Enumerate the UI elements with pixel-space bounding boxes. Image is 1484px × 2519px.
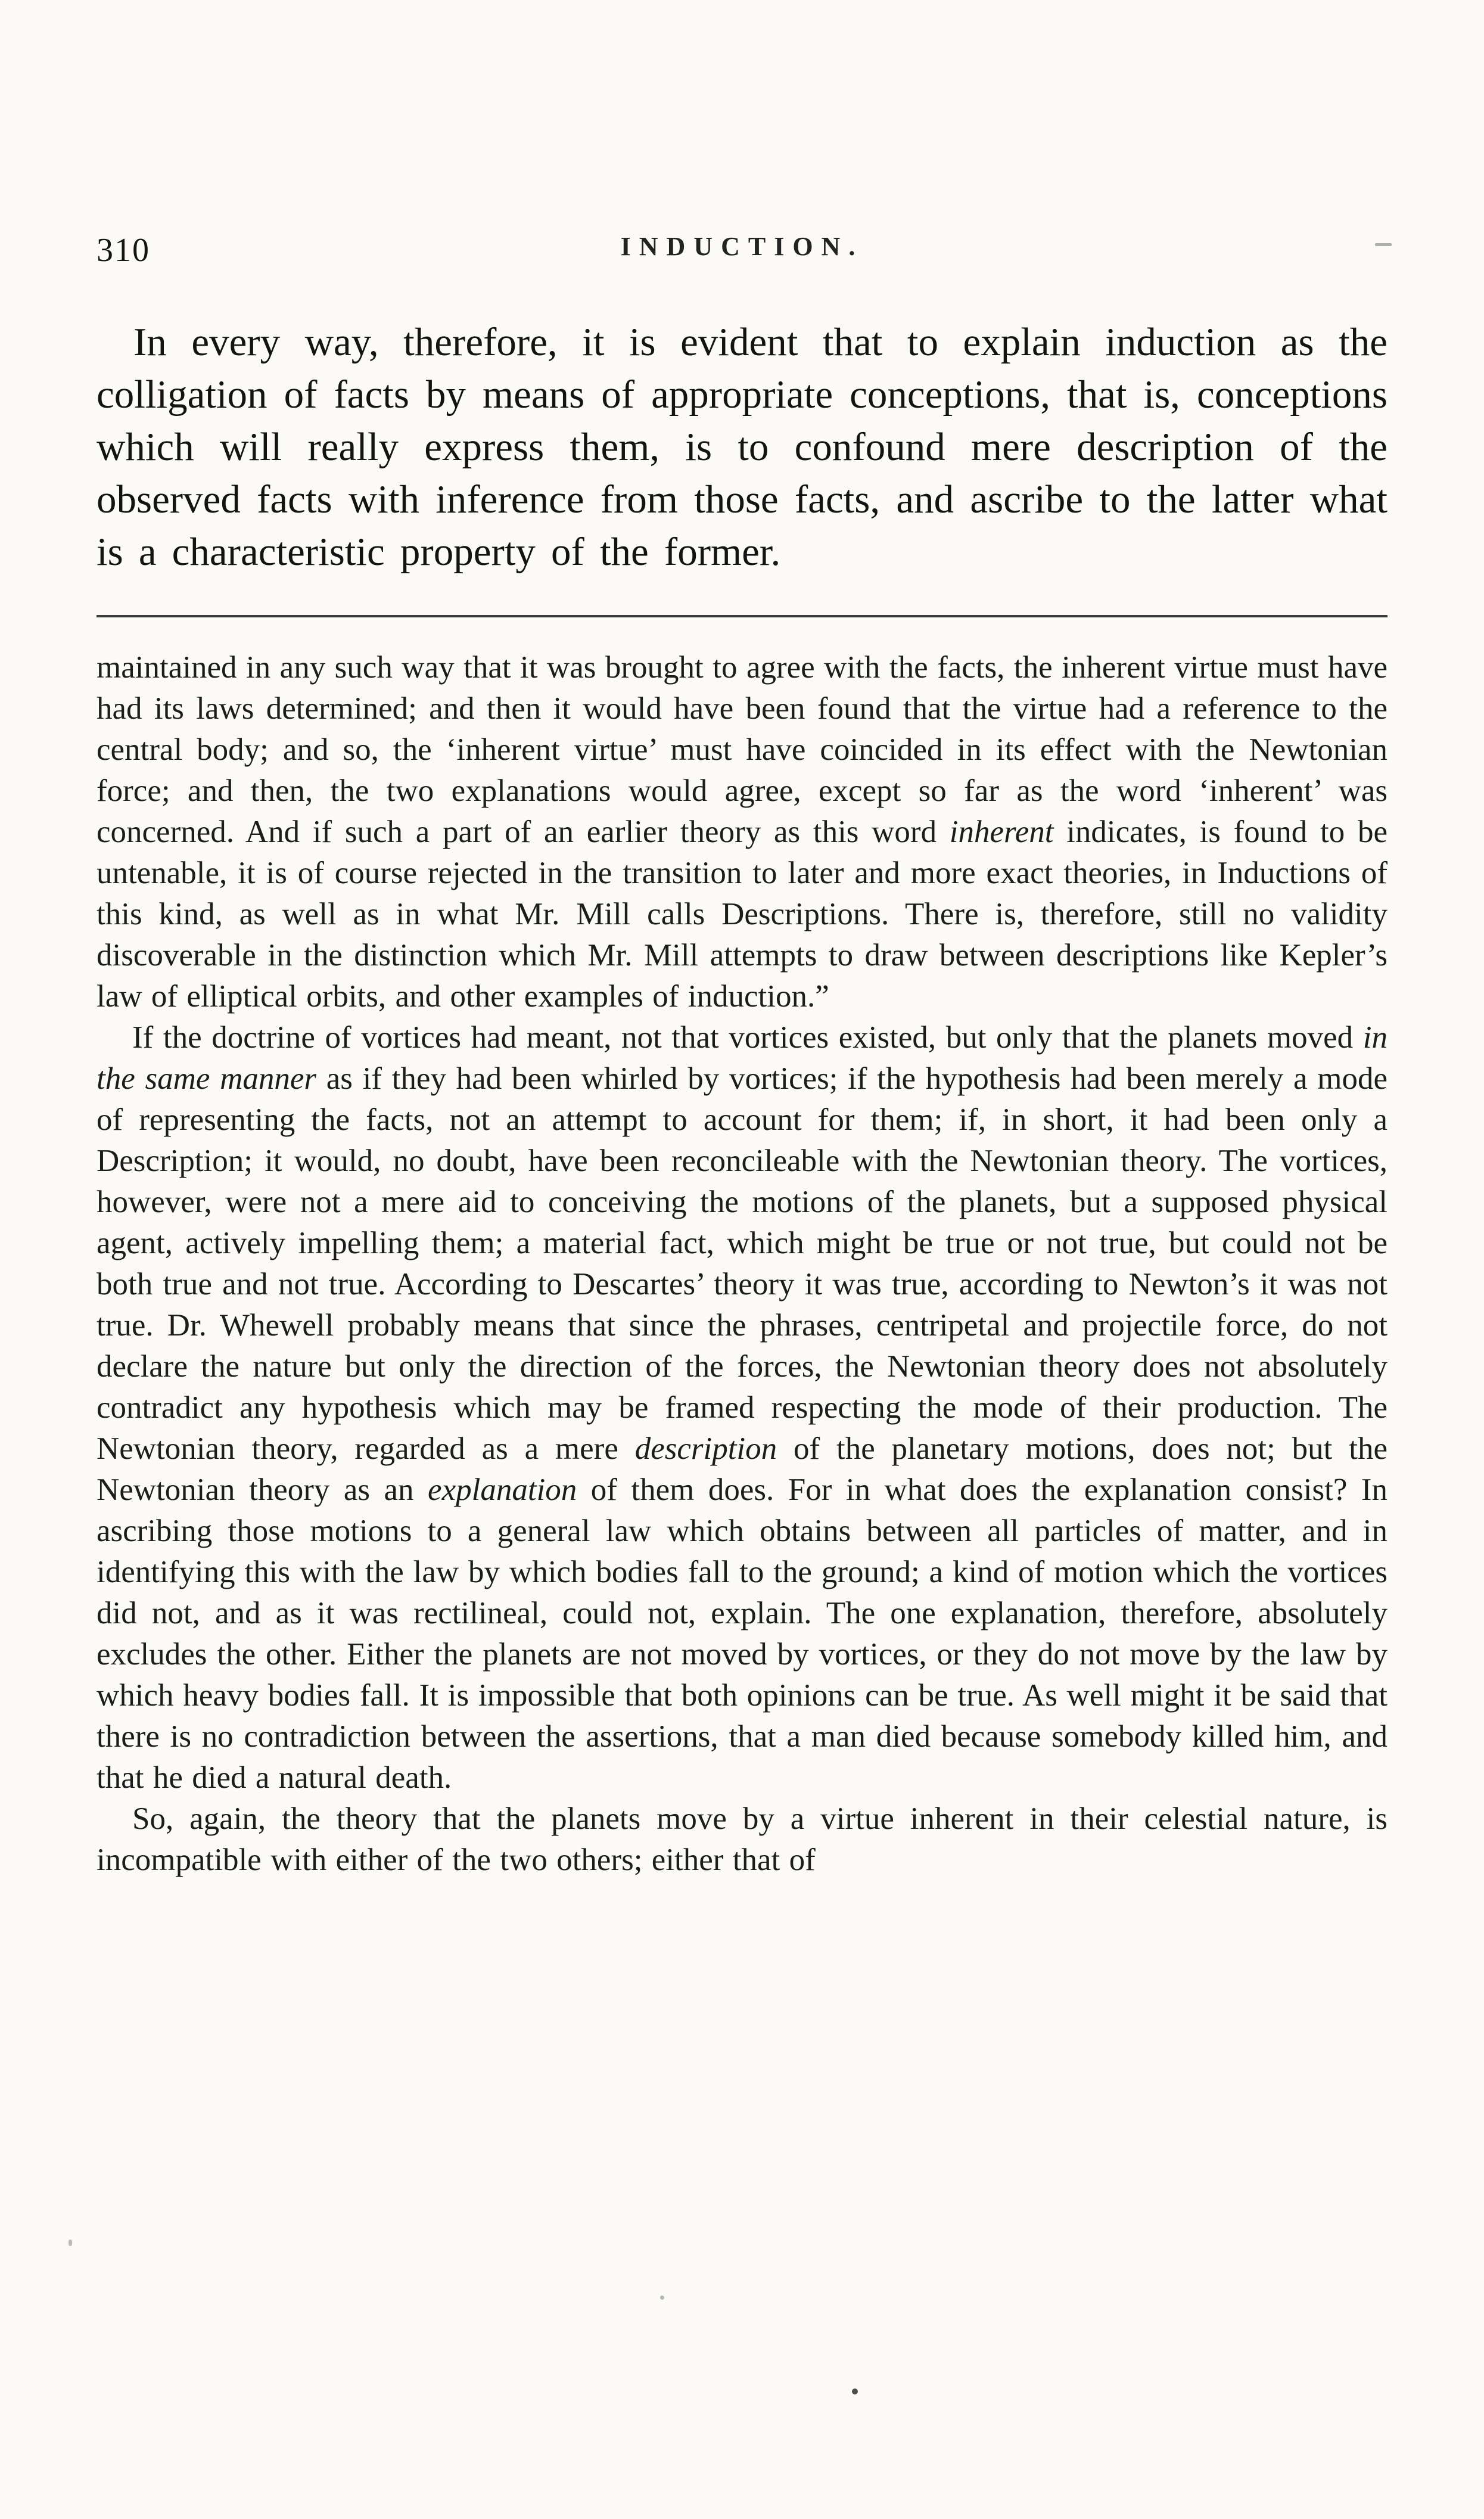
footnote-text: as if they had been whirled by vortices; if the hypothesis had been merely a mode of representing the facts, not an attempt to account for them; if, in short, it had been only a Description; it would, no doubt, have been reconcileable with the Newtonian theory. The vortices, however, were not a mere aid to conceiving the motions of the planets, but a supposed physical agent, actively impelling them; a material fact, which might be true or not true, but could not be both true and not true. According to Descartes’ theory it was true, according to Newton’s it was not true. Dr. Whewell probably means that since the phrases, centripetal and projectile force, do not declare the nature but only the direction of the forces, the Newtonian theory does not absolutely contradict any hypothesis which may be framed respecting the mode of their production. The Newtonian theory, regarded as a mere <box>97 1061 1387 1466</box>
footnote-text-italic: description <box>634 1431 777 1466</box>
footnote-paragraph <box>97 1017 1387 1799</box>
scan-artifact-dot <box>852 2388 858 2394</box>
footnote-separator-rule <box>97 615 1387 617</box>
footnote-text: maintained in any such way that it was brought to agree with the facts, the inherent virtue must have had its laws determined; and then it would have been found that the virtue had a reference to the central body; and so, the ‘inherent virtue’ must have coincided in its effect with the Newtonian force; and then, the two explanations would agree, except so far as the word ‘inherent’ was concerned. And if such a part of an earlier theory as this word <box>97 650 1387 849</box>
running-header <box>97 231 1387 269</box>
footnote-paragraph <box>97 1799 1387 1881</box>
scan-artifact-speck <box>69 2240 72 2246</box>
scan-artifact-dash <box>1375 243 1392 246</box>
footnote-text: of the planetary motions, does not; but the Newtonian theory as an <box>97 1431 1387 1507</box>
footnote-text-italic: explanation <box>428 1473 577 1507</box>
main-paragraph: In every way, therefore, it is evident that to explain induction as the colligation of facts by means of appropriate conceptions, that is, conceptions which will really express them, is to confound mere description of the observed facts with inference from those facts, and ascribe to the latter what is a characteristic property of the former. <box>97 320 1387 574</box>
footnote-text-italic: in the same manner <box>97 1020 1387 1096</box>
footnote <box>97 647 1387 1881</box>
footnote-text: So, again, the theory that the planets move by a virtue inherent in their celestial nature, is incompatible with either of the two others; either that of <box>97 1801 1387 1877</box>
footnote-text: indicates, is found to be untenable, it is of course rejected in the transition to later and more exact theories, in Inductions of this kind, as well as in what Mr. Mill calls Descriptions. There is, therefore, still no validity discoverable in the distinction which Mr. Mill attempts to draw between descriptions like Kepler’s law of elliptical orbits, and other examples of induction.” <box>97 815 1387 1014</box>
running-header-title: INDUCTION. <box>620 232 864 261</box>
scan-artifact-dot <box>660 2296 664 2300</box>
footnote-paragraph <box>97 647 1387 1017</box>
page-number: 310 <box>97 232 150 269</box>
footnote-text-italic: inherent <box>949 815 1054 849</box>
footnote-text: If the doctrine of vortices had meant, not that vortices existed, but only that the planets moved <box>132 1020 1363 1055</box>
footnote-text: of them does. For in what does the explanation consist? In ascribing those motions to a general law which obtains between all particles of matter, and in identifying this with the law by which bodies fall to the ground; a kind of motion which the vortices did not, and as it was rectilineal, could not, explain. The one explanation, therefore, absolutely excludes the other. Either the planets are not moved by vortices, or they do not move by the law by which heavy bodies fall. It is impossible that both opinions can be true. As well might it be said that there is no contradiction between the assertions, that a man died because somebody killed him, and that he died a natural death. <box>97 1473 1387 1795</box>
